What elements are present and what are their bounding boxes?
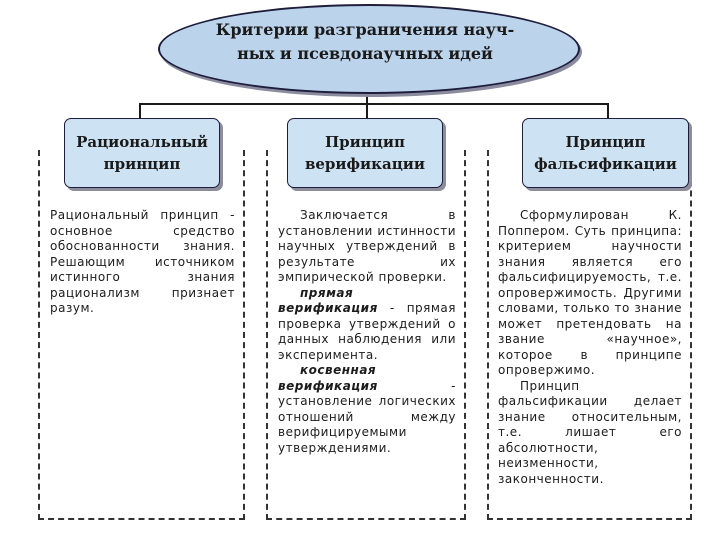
connector-left xyxy=(139,103,141,119)
verification-paragraph-3: - установление логических отношений между верифицируемыми утверждениями. xyxy=(278,378,456,455)
column-falsification-bottom xyxy=(487,518,692,520)
verification-paragraph-2: - прямая проверка утверждений о данных наблюдения или эксперимента. xyxy=(278,301,456,362)
heading-verification: Принцип верификации xyxy=(287,118,443,188)
connector-middle xyxy=(366,103,368,119)
column-rational-bottom xyxy=(38,518,245,520)
connector-right xyxy=(607,103,609,119)
falsification-paragraph-1: Сформулирован К. Поппером. Суть принципа: критерием научности знания является его фальсифицируемость, т.е. опровержимость. Другими словами, только то знание может претендовать на звание «научное», которое в принципе опровержимо. xyxy=(498,208,682,377)
text-verification xyxy=(278,208,456,456)
column-verification-bottom xyxy=(266,518,466,520)
diagram-title: Критерии разграничения науч- ных и псевдонаучных идей xyxy=(215,20,515,63)
rational-paragraph: Рациональный принцип - основное средство обоснованности знания. Решающим источником истинного знания рационализм признает разум. xyxy=(50,208,235,315)
text-falsification xyxy=(498,208,682,487)
falsification-paragraph-2: Принцип фальсификации делает знание относительным, т.е. лишает его абсолютности, неизменности, законченности. xyxy=(498,378,682,486)
text-rational xyxy=(50,208,235,317)
heading-falsification: Принцип фальсификации xyxy=(522,118,689,188)
connector-horizontal xyxy=(139,103,608,105)
verification-paragraph-1: Заключается в установлении истинности научных утверждений в результате их эмпирической проверки. xyxy=(278,208,456,284)
heading-rational: Рациональный принцип xyxy=(64,118,220,188)
column-rational-frame xyxy=(38,150,245,520)
term-direct-verification: прямая верификация xyxy=(278,285,378,315)
term-indirect-verification: косвенная верификация xyxy=(278,363,378,393)
